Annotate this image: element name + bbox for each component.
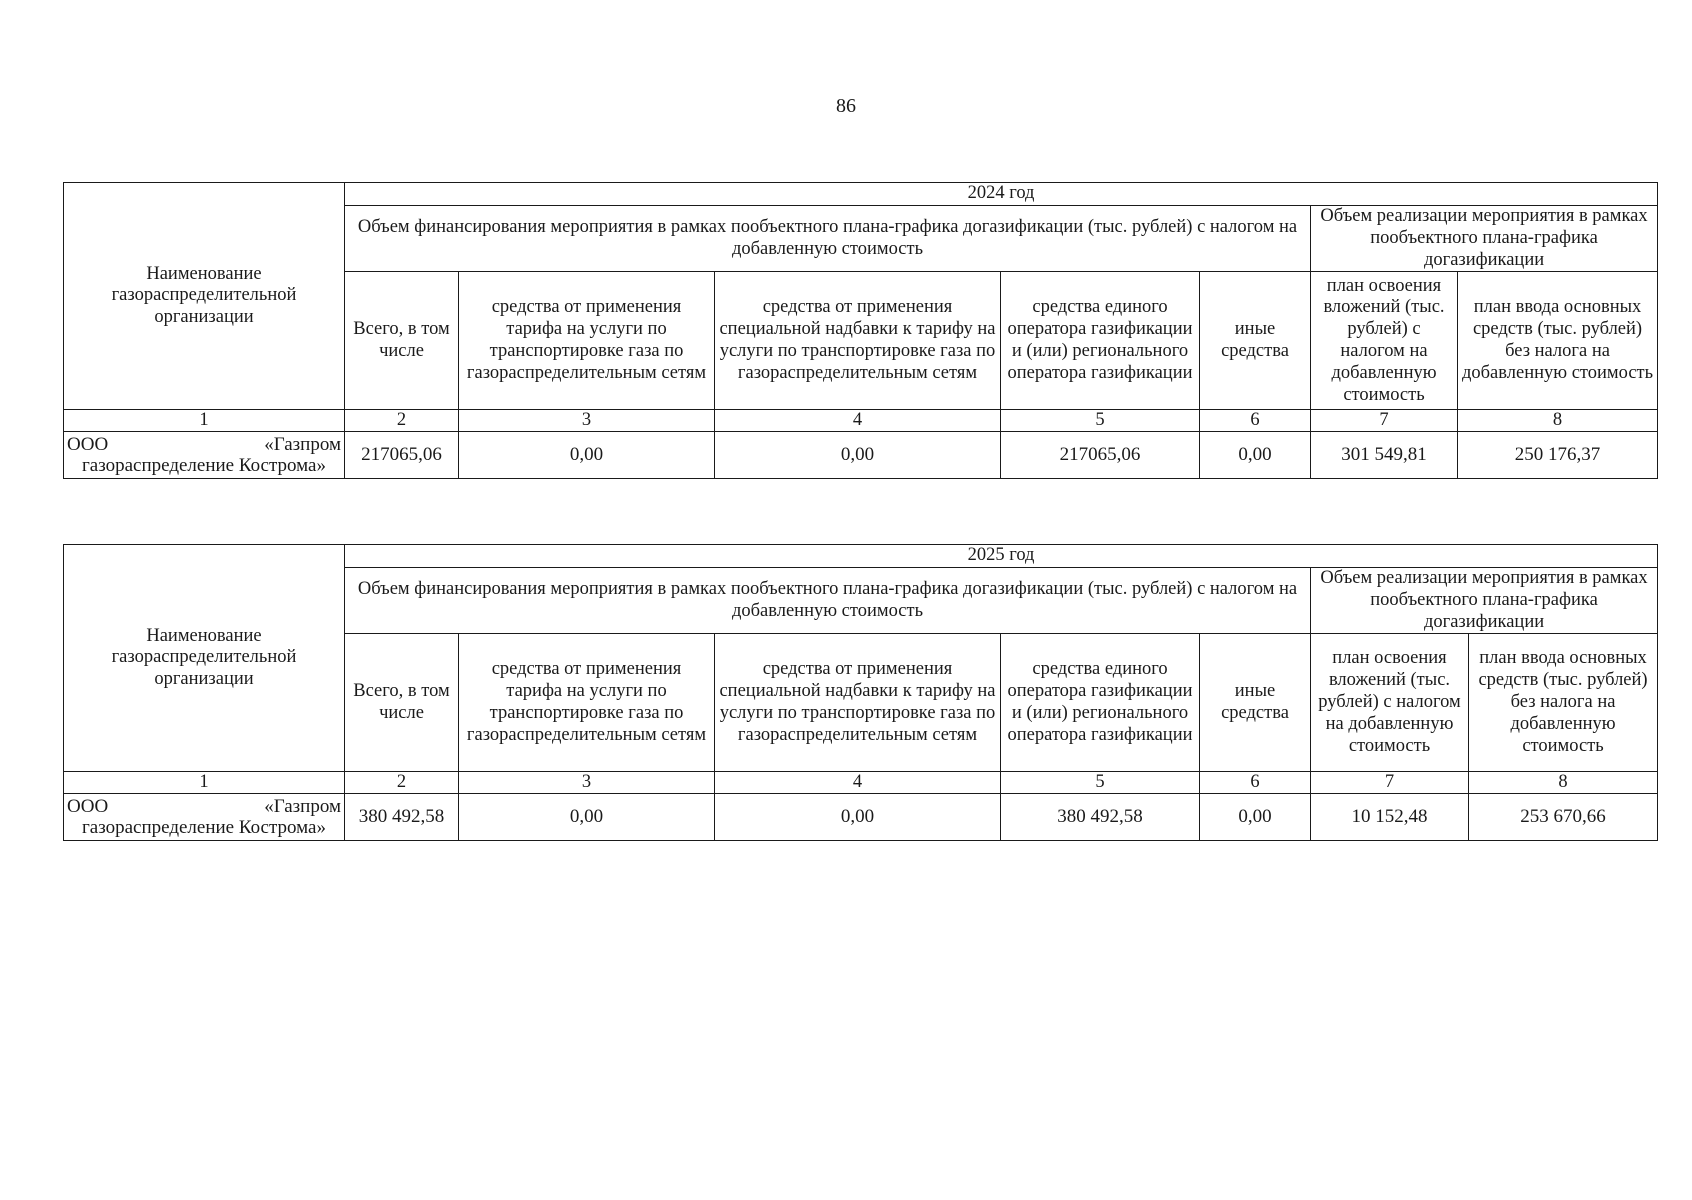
value-special-surcharge-funds: 0,00 [715, 794, 1001, 841]
value-tariff-funds: 0,00 [459, 794, 715, 841]
col-header-total: Всего, в том числе [345, 272, 459, 410]
value-investment-plan: 10 152,48 [1311, 794, 1469, 841]
financing-volume-header: Объем финансирования мероприятия в рамках пообъектного плана-графика догазификации (тыс. рублей) с налогом на добавленную стоимость [345, 206, 1311, 272]
financing-table-2024 [63, 182, 1658, 479]
value-operator-funds: 380 492,58 [1001, 794, 1200, 841]
column-number: 2 [345, 772, 459, 794]
financing-table-2025 [63, 544, 1658, 841]
column-number: 3 [459, 772, 715, 794]
column-number: 8 [1469, 772, 1658, 794]
value-fixed-assets-plan: 250 176,37 [1458, 432, 1658, 479]
col-header-investment-plan: план освоения вложений (тыс. рублей) с налогом на добавленную стоимость [1311, 634, 1469, 772]
year-header: 2025 год [345, 545, 1658, 568]
value-operator-funds: 217065,06 [1001, 432, 1200, 479]
org-name-cell [64, 432, 345, 479]
col-header-operator-funds: средства единого оператора газификации и (или) регионального оператора газификации [1001, 272, 1200, 410]
value-other-funds: 0,00 [1200, 794, 1311, 841]
column-number: 6 [1200, 772, 1311, 794]
col-header-fixed-assets-plan: план ввода основных средств (тыс. рублей) без налога на добавленную стоимость [1469, 634, 1658, 772]
column-number: 8 [1458, 410, 1658, 432]
org-name-part: «Газпром [264, 795, 341, 817]
org-name-part: ООО [67, 795, 109, 817]
col-header-special-surcharge-funds: средства от применения специальной надбавки к тарифу на услуги по транспортировке газа по газораспределительным сетям [715, 634, 1001, 772]
value-total: 217065,06 [345, 432, 459, 479]
year-header: 2024 год [345, 183, 1658, 206]
column-number: 1 [64, 410, 345, 432]
value-investment-plan: 301 549,81 [1311, 432, 1458, 479]
page-number: 86 [836, 95, 856, 117]
col-header-other-funds: иные средства [1200, 272, 1311, 410]
table-row [64, 432, 1658, 479]
column-number: 7 [1311, 410, 1458, 432]
org-name-part: газораспределение Кострома» [81, 455, 326, 477]
implementation-volume-header: Объем реализации мероприятия в рамках пообъектного плана-графика догазификации [1311, 206, 1658, 272]
col-header-operator-funds: средства единого оператора газификации и (или) регионального оператора газификации [1001, 634, 1200, 772]
org-name-cell [64, 794, 345, 841]
col-header-total: Всего, в том числе [345, 634, 459, 772]
column-number: 1 [64, 772, 345, 794]
col-header-investment-plan: план освоения вложений (тыс. рублей) с налогом на добавленную стоимость [1311, 272, 1458, 410]
column-number: 7 [1311, 772, 1469, 794]
col-header-fixed-assets-plan: план ввода основных средств (тыс. рублей) без налога на добавленную стоимость [1458, 272, 1658, 410]
column-number: 4 [715, 772, 1001, 794]
value-special-surcharge-funds: 0,00 [715, 432, 1001, 479]
value-other-funds: 0,00 [1200, 432, 1311, 479]
column-number: 6 [1200, 410, 1311, 432]
column-number: 4 [715, 410, 1001, 432]
col-header-special-surcharge-funds: средства от применения специальной надбавки к тарифу на услуги по транспортировке газа по газораспределительным сетям [715, 272, 1001, 410]
column-number: 3 [459, 410, 715, 432]
value-tariff-funds: 0,00 [459, 432, 715, 479]
column-number: 5 [1001, 410, 1200, 432]
col-header-tariff-funds: средства от применения тарифа на услуги по транспортировке газа по газораспределительным сетям [459, 634, 715, 772]
col-header-tariff-funds: средства от применения тарифа на услуги по транспортировке газа по газораспределительным сетям [459, 272, 715, 410]
financing-volume-header: Объем финансирования мероприятия в рамках пообъектного плана-графика догазификации (тыс. рублей) с налогом на добавленную стоимость [345, 568, 1311, 634]
org-name-part: газораспределение Кострома» [81, 817, 326, 839]
implementation-volume-header: Объем реализации мероприятия в рамках пообъектного плана-графика догазификации [1311, 568, 1658, 634]
table-row [64, 794, 1658, 841]
org-name-header: Наименование газораспределительной организации [64, 545, 345, 772]
org-name-part: «Газпром [264, 433, 341, 455]
org-name-header: Наименование газораспределительной организации [64, 183, 345, 410]
value-fixed-assets-plan: 253 670,66 [1469, 794, 1658, 841]
org-name-part: ООО [67, 433, 109, 455]
value-total: 380 492,58 [345, 794, 459, 841]
col-header-other-funds: иные средства [1200, 634, 1311, 772]
column-number: 2 [345, 410, 459, 432]
column-number: 5 [1001, 772, 1200, 794]
